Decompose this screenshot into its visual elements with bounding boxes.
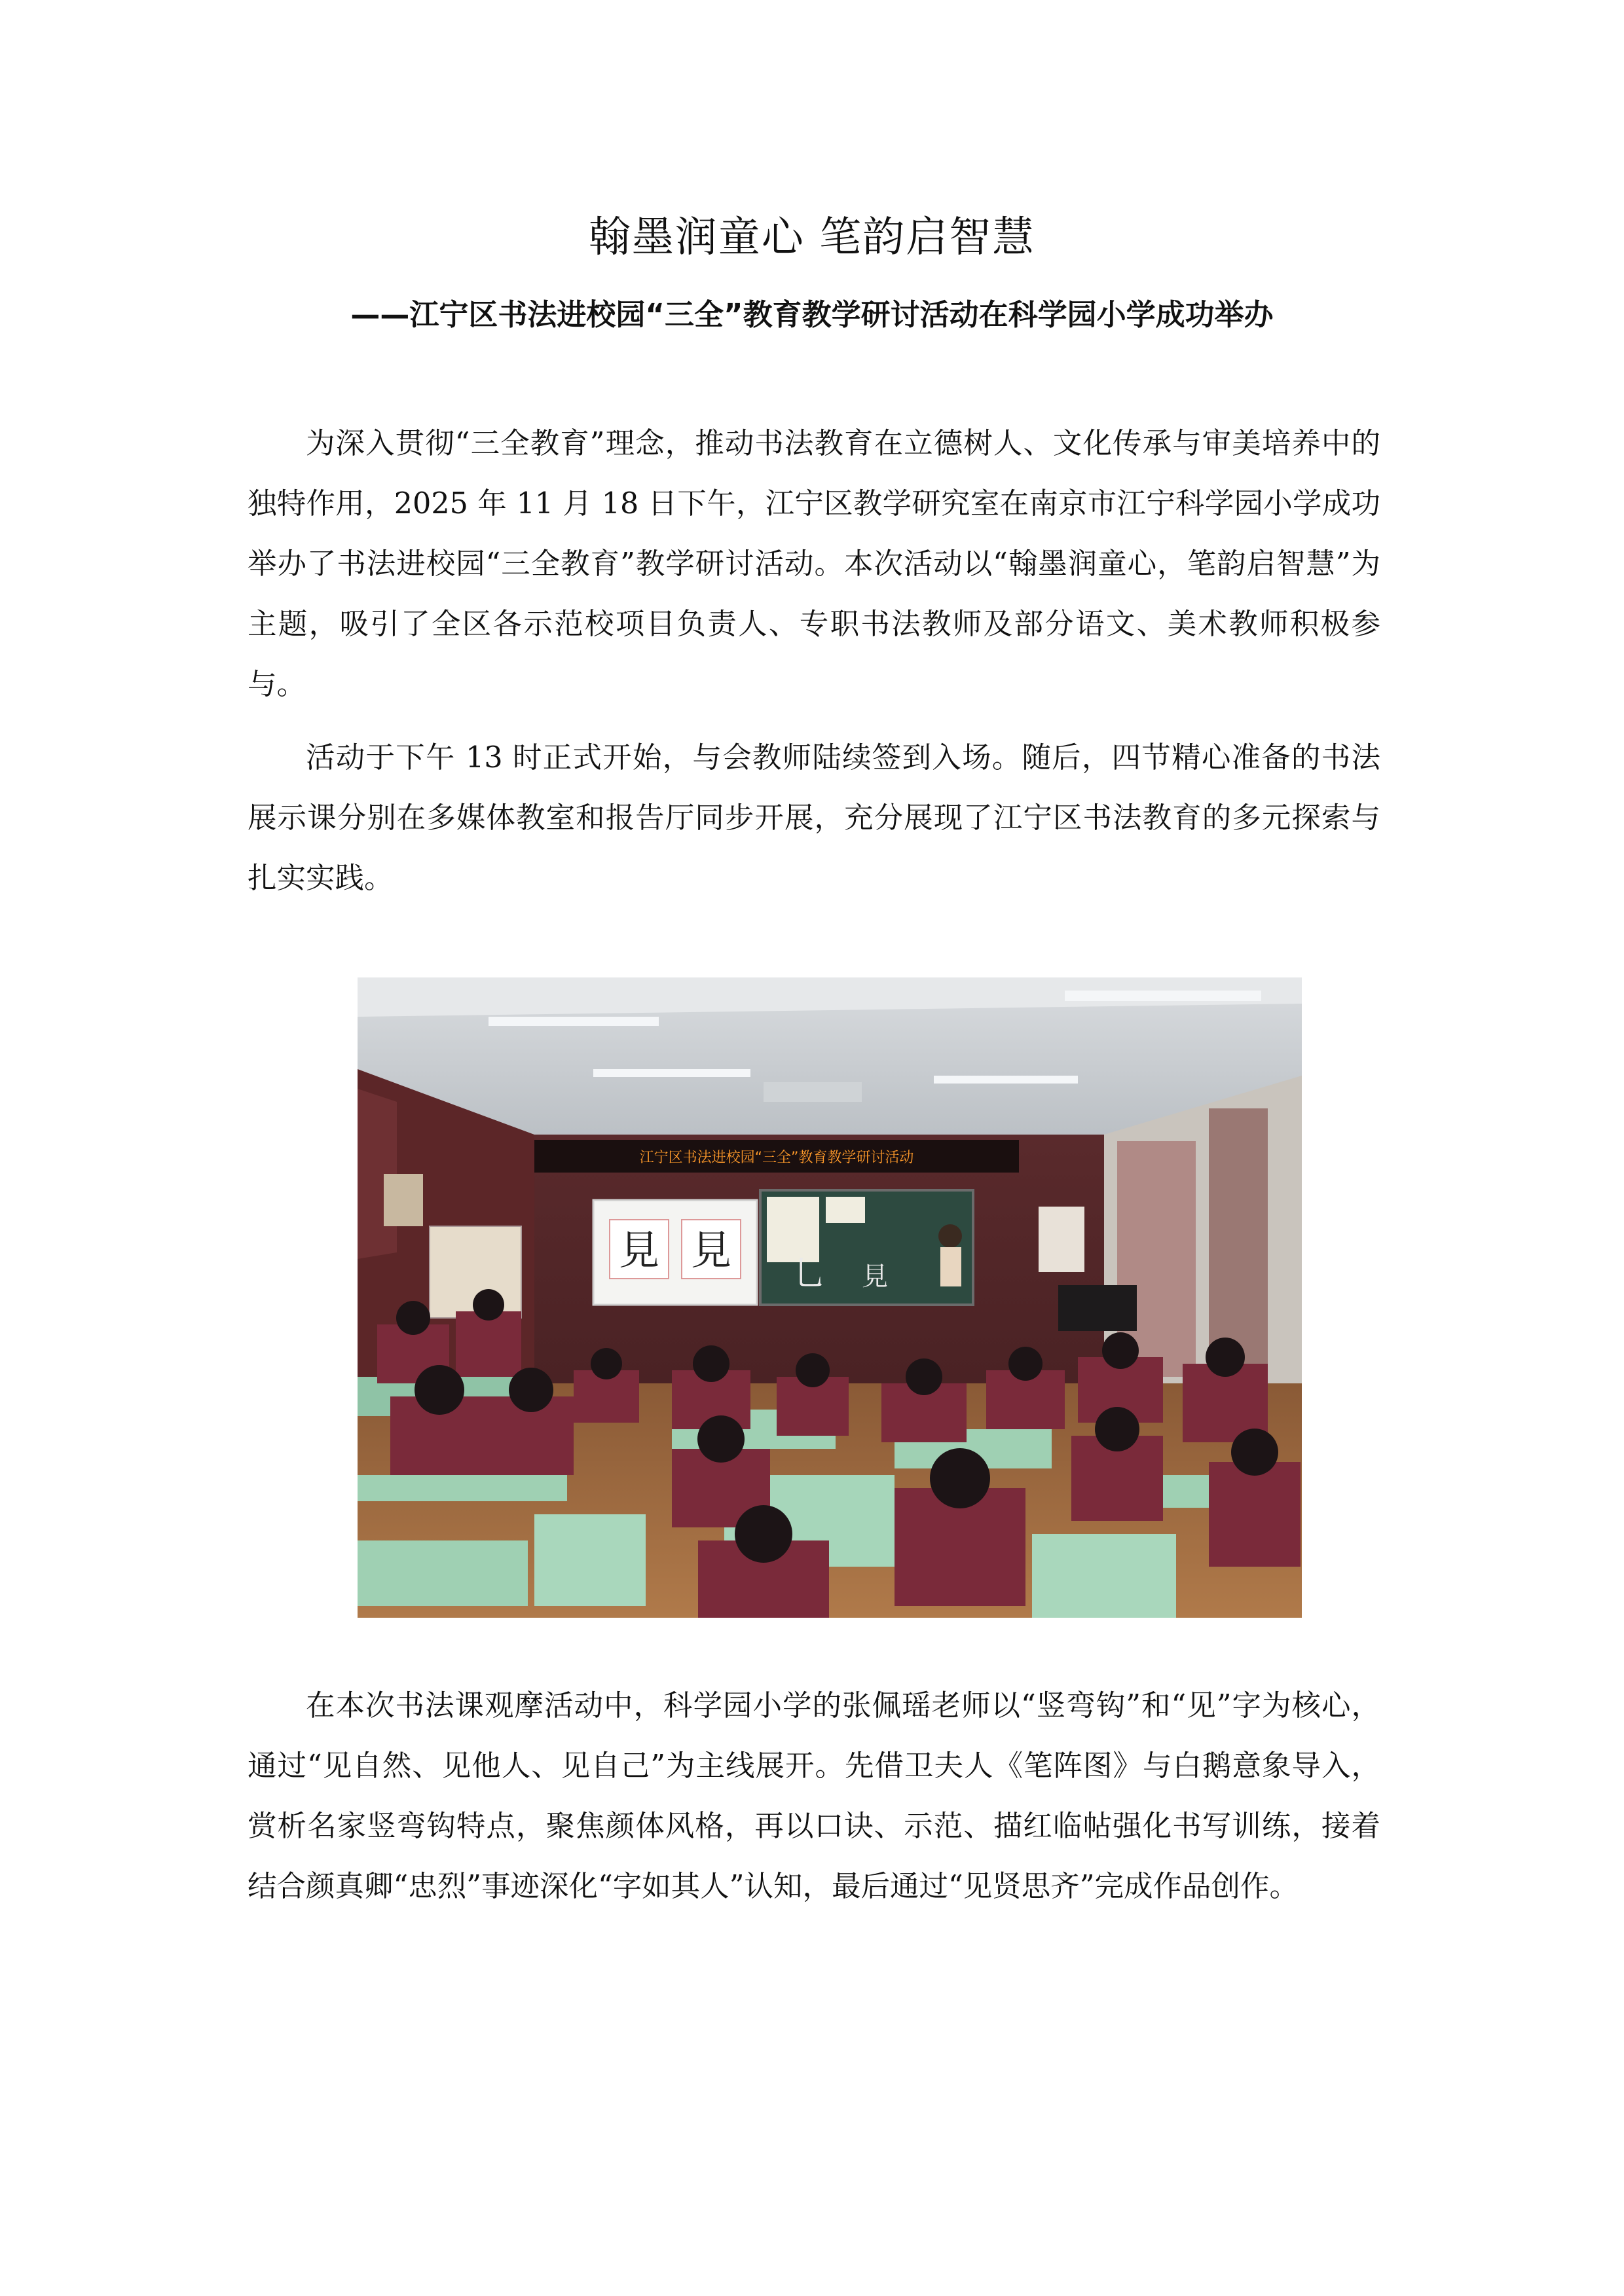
article-title: 翰墨润童心 笔韵启智慧 (588, 213, 1036, 262)
paragraph-lesson: 在本次书法课观摩活动中，科学园小学的张佩瑶老师以“竖弯钩”和“见”字为核心，通过“见自然、见他人、见自己”为主线展开。先借卫夫人《笔阵图》与白鹅意象导入，赏析名家竖弯钩特点，聚焦颜体风格，再以口诀、示范、描红临帖强化书写训练，接着结合颜真卿“忠烈”事迹深化“字如其人”认知，最后通过“见贤思齐”完成作品创作。 (248, 1689, 1380, 1903)
screen-char-left: 見 (618, 1226, 660, 1274)
article-subtitle: ——江宁区书法进校园“三全”教育教学研讨活动在科学园小学成功举办 (350, 297, 1274, 332)
board-char-jian: 見 (862, 1262, 888, 1292)
screen-char-right: 見 (690, 1226, 732, 1274)
classroom-photo (358, 977, 1302, 1618)
board-char-hook: 乚 (792, 1254, 827, 1294)
paragraph-start: 活动于下午 13 时正式开始，与会教师陆续签到入场。随后，四节精心准备的书法展示课分别在多媒体教室和报告厅同步开展，充分展现了江宁区书法教育的多元探索与扎实实践。 (248, 741, 1380, 895)
paragraph-intro: 为深入贯彻“三全教育”理念，推动书法教育在立德树人、文化传承与审美培养中的独特作用，2025 年 11 月 18 日下午，江宁区教学研究室在南京市江宁科学园小学成功举办了书法进校园“三全教育”教学研讨活动。本次活动以“翰墨润童心，笔韵启智慧”为主题，吸引了全区各示范校项目负责人、专职书法教师及部分语文、美术教师积极参与。 (248, 427, 1380, 701)
banner-text: 江宁区书法进校园“三全”教育教学研讨活动 (639, 1150, 914, 1166)
